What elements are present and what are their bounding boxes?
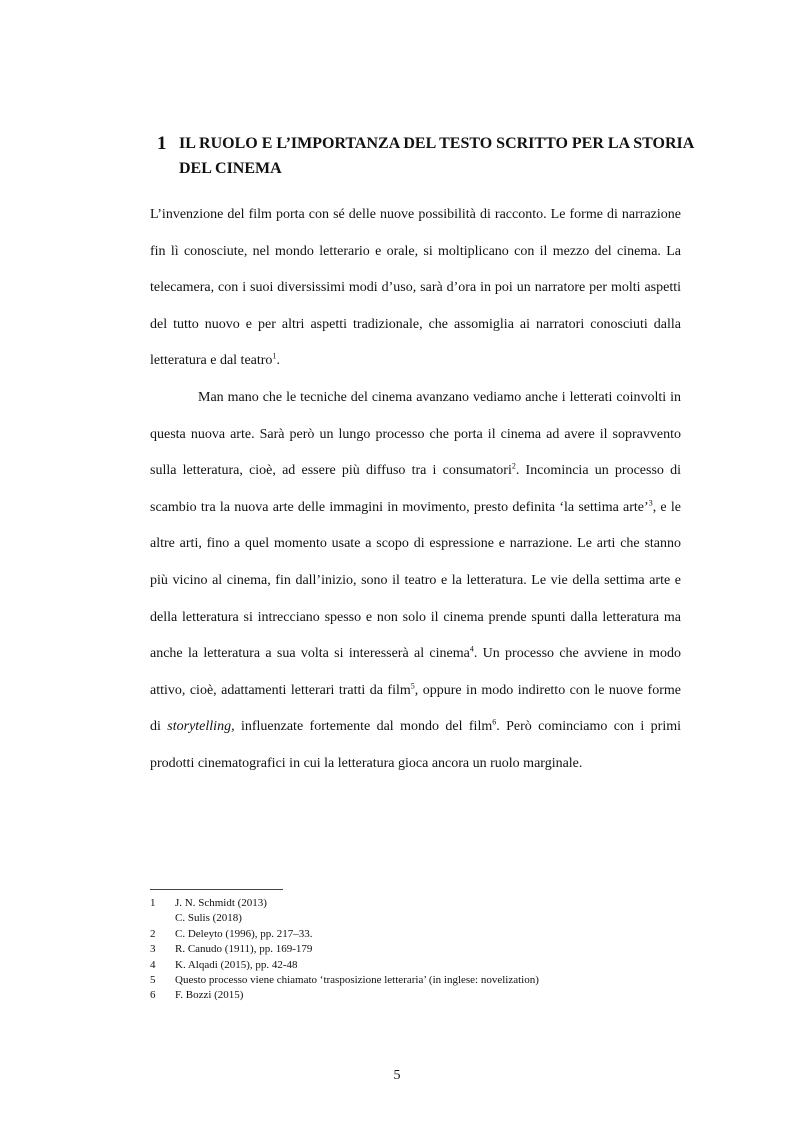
footnote-1: 1 J. N. Schmidt (2013) C. Sulis (2018) — [150, 897, 267, 925]
footnote-separator — [150, 889, 283, 890]
footnote-ref-6[interactable]: 6 — [492, 717, 497, 727]
italic-term: storytelling, — [167, 719, 235, 735]
footnote-ref-4[interactable]: 4 — [469, 644, 474, 654]
footnote-2: 2 C. Deleyto (1996), pp. 217–33. — [150, 927, 313, 940]
footnote-ref-3[interactable]: 3 — [648, 498, 653, 508]
footnote-ref-2[interactable]: 2 — [511, 461, 516, 471]
footnote-4: 4 K. Alqadi (2015), pp. 42-48 — [150, 958, 298, 971]
paragraph-1-text: L’invenzione del film porta con sé delle nuove possibilità di racconto. Le forme di narrazione fin lì conosciute, nel mondo letterario e orale, si moltiplicano con il mezzo del cinema. La telecamera, con i suoi diversissimi modi d’uso, sarà d’ora in poi un narratore per molti aspetti del tutto nuovo e per altri aspetti tradizionale, che assomiglia ai narratori conosciuti dalla letteratura e dal teatro — [150, 207, 681, 369]
footnote-3: 3 R. Canudo (1911), pp. 169-179 — [150, 943, 313, 956]
chapter-title: IL RUOLO E L’IMPORTANZA DEL TESTO SCRITTO PER LA STORIA DEL CINEMA — [179, 135, 694, 177]
paragraph-1: L’invenzione del film porta con sé delle nuove possibilità di racconto. Le forme di narrazione fin lì conosciute, nel mondo letterario e orale, si moltiplicano con il mezzo del cinema. La telecamera, con i suoi diversissimi modi d’uso, sarà d’ora in poi un narratore per molti aspetti del tutto nuovo e per altri aspetti tradizionale, che assomiglia ai narratori conosciuti dalla letteratura e dal teatro$^1$. — [150, 207, 681, 369]
footnote-ref-5[interactable]: 5 — [410, 681, 415, 691]
footnotes — [150, 896, 670, 1004]
body-text — [150, 197, 681, 783]
footnote-5: 5 Questo processo viene chiamato ‘trasposizione letteraria’ (in inglese: novelization) — [150, 974, 539, 987]
chapter-heading — [157, 131, 697, 181]
footnote-6: 6 F. Bozzi (2015) — [150, 989, 244, 1002]
chapter-number: 1 — [157, 133, 167, 154]
page-number: 5 — [393, 1068, 401, 1083]
paragraph-2: Man mano che le tecniche del cinema avanzano vediamo anche i letterati coinvolti in questa nuova arte. Sarà però un lungo processo che porta il cinema ad avere il sopravvento sulla letteratura, cioè, ad essere più diffuso tra i consumatori$^2$. Incomincia un processo di scambio tra la nuova arte delle immagini in movimento, presto definita ‘la settima arte’$^3$, e le altre arti, fino a quel momento usate a scopo di espressione e narrazione. Le arti che stanno più vicino al cinema, fin dall’inizio, sono il teatro e la letteratura. Le vie della settima arte e della letteratura si intrecciano spesso e non solo il cinema prende spunti dalla letteratura ma anche la letteratura a sua volta si interesserà al cinema$^4$. Un processo che avviene in modo attivo, cioè, adattamenti letterari tratti da film$^5$, oppure in modo indiretto con le nuove forme di storytelling, influenzate fortemente dal mondo del film$^6$. Però cominciamo con i primi prodotti cinematografici in cui la letteratura gioca ancora un ruolo marginale. — [150, 389, 682, 771]
footnote-ref-1[interactable]: 1 — [272, 351, 277, 361]
